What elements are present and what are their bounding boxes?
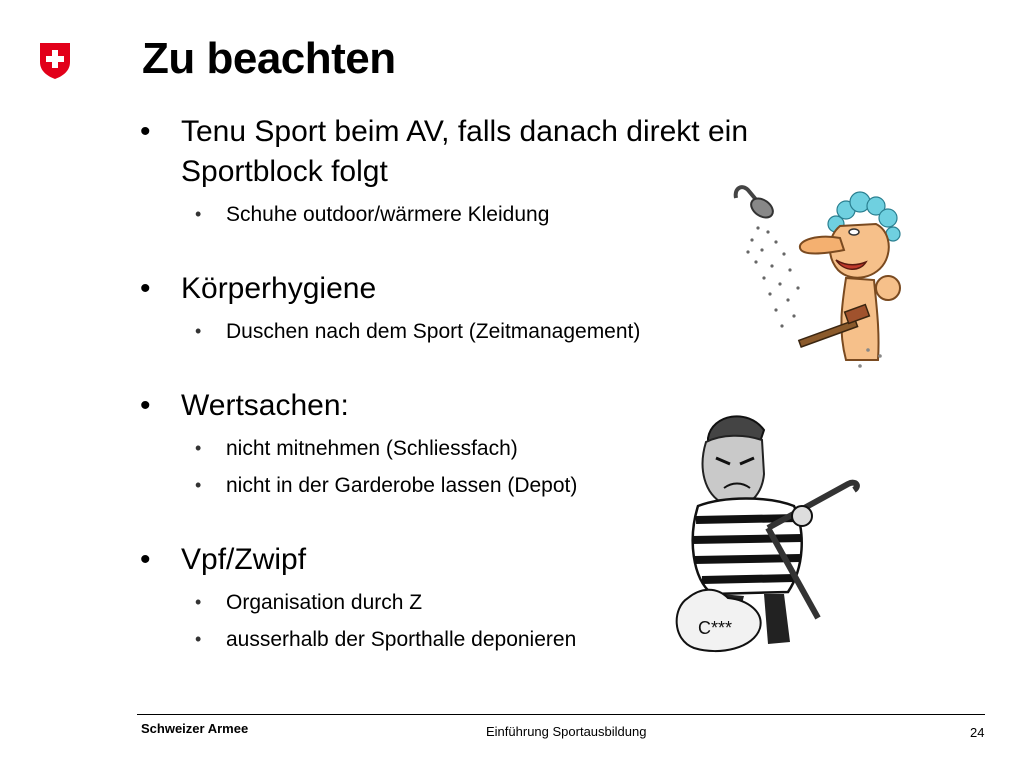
- sub-bullet: • ausserhalb der Sporthalle deponieren: [138, 621, 858, 658]
- footer-divider: [137, 714, 985, 715]
- shower-cartoon-icon: [728, 180, 908, 380]
- sub-bullet: • nicht mitnehmen (Schliessfach): [138, 430, 858, 467]
- bullet-heading: • Tenu Sport beim AV, falls danach direkt ein Sportblock folgt: [138, 112, 858, 192]
- bullet-heading: • Vpf/Zwipf: [138, 540, 858, 580]
- footer-title: Einführung Sportausbildung: [486, 724, 647, 739]
- page-number: 24: [970, 725, 985, 740]
- sub-bullet: • Organisation durch Z: [138, 584, 858, 621]
- burglar-cartoon-icon: [668, 408, 873, 658]
- sub-bullet: • Schuhe outdoor/wärmere Kleidung: [138, 196, 858, 233]
- bullet-heading: • Wertsachen:: [138, 386, 858, 426]
- sub-bullet: • Duschen nach dem Sport (Zeitmanagement): [138, 313, 858, 350]
- bag-label: C***: [698, 618, 733, 638]
- swiss-coat-of-arms-icon: [39, 42, 71, 80]
- footer-organization: Schweizer Armee: [141, 721, 249, 736]
- slide-title: Zu beachten: [142, 34, 396, 83]
- sub-bullet: • nicht in der Garderobe lassen (Depot): [138, 467, 858, 504]
- bullet-heading: • Körperhygiene: [138, 269, 858, 309]
